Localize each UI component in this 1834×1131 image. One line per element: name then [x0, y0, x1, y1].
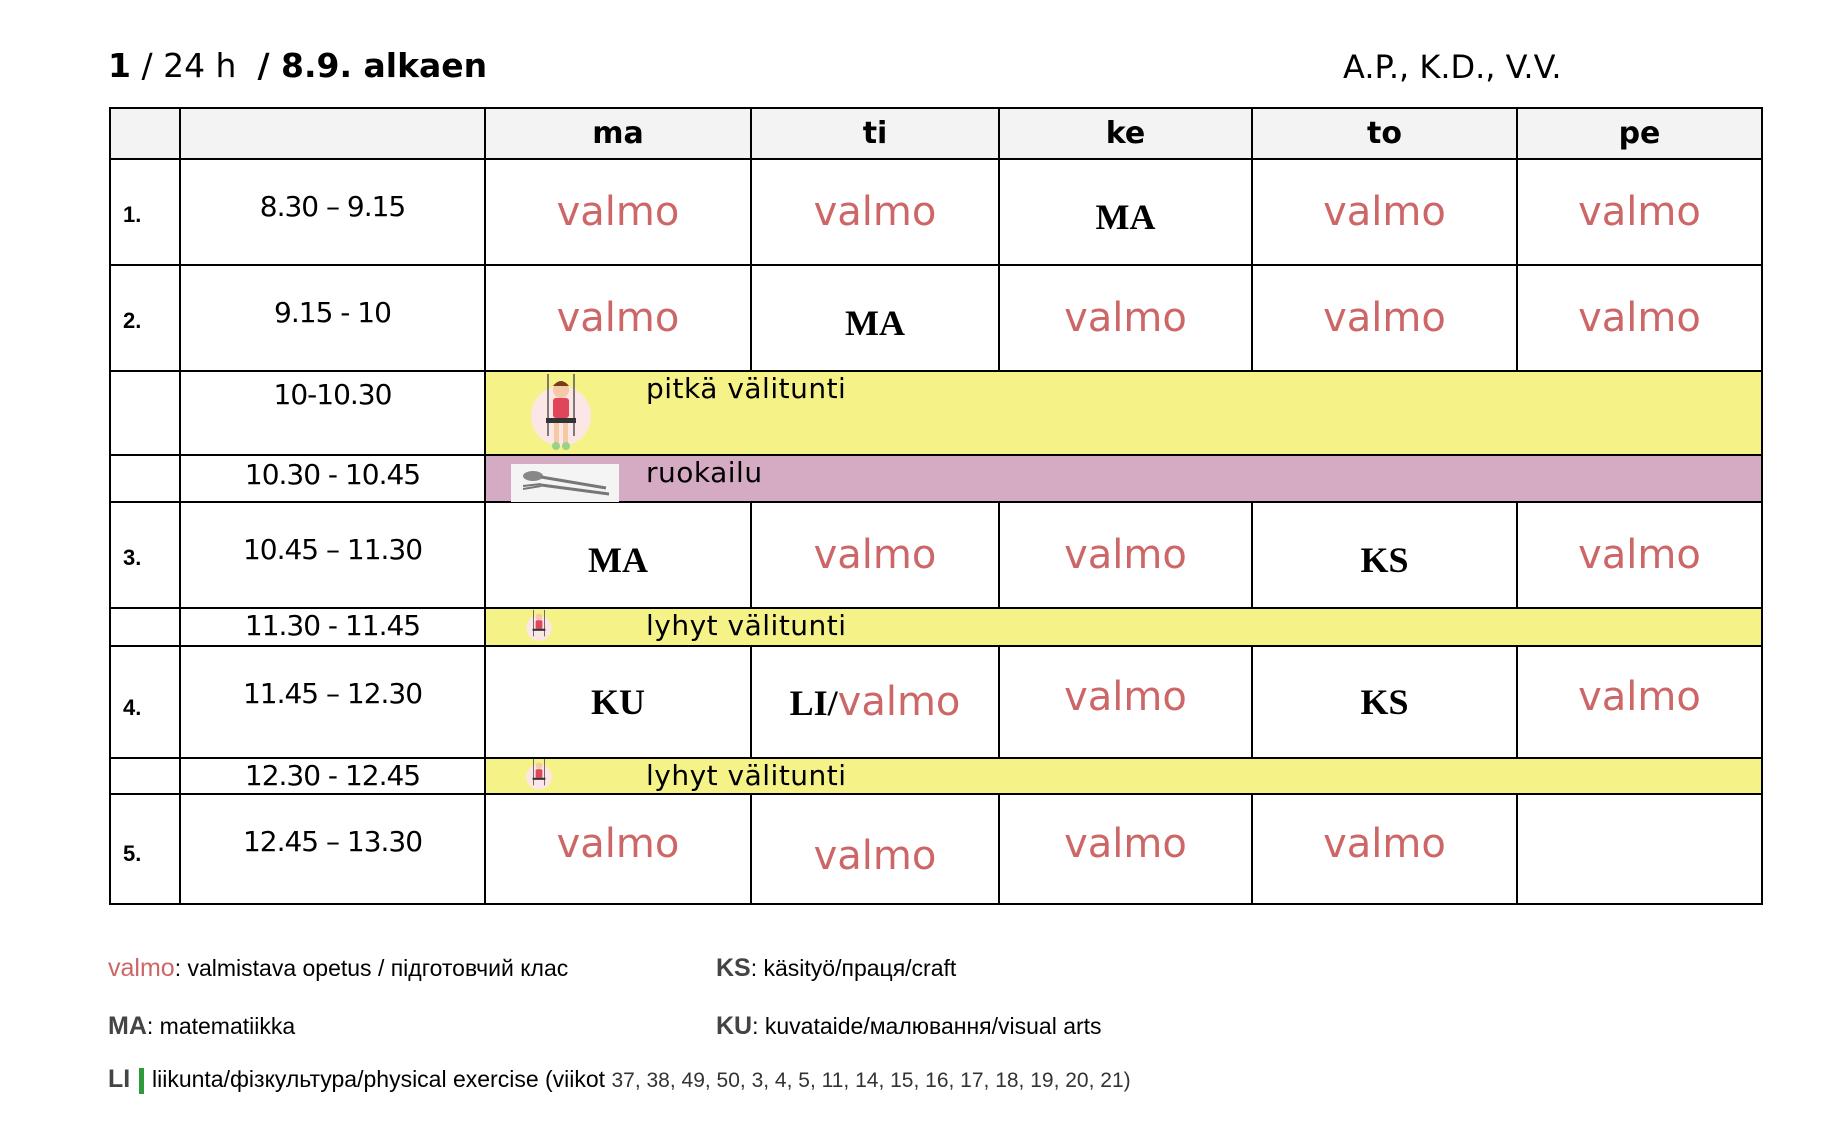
lesson-cell: [1517, 646, 1762, 758]
lesson-row-1: [110, 159, 1762, 265]
short-break-label: lyhyt välitunti: [646, 759, 847, 792]
lesson-cell: [1252, 794, 1517, 904]
break-time: 11.30 - 11.45: [180, 608, 485, 646]
day-header-to: to: [1252, 108, 1517, 159]
lesson-row-5: [110, 794, 1762, 904]
subject-ks: KS: [1360, 540, 1409, 580]
subject-ku: KU: [591, 682, 645, 722]
start-date-label: / 8.9. alkaen: [257, 46, 488, 85]
legend-ma: [108, 1012, 295, 1041]
day-header-ti: ti: [751, 108, 999, 159]
hours-label: / 24 h: [141, 46, 237, 85]
lesson-cell: [999, 265, 1252, 371]
grade-label: 1: [108, 46, 131, 85]
time-header-cell: [180, 108, 485, 159]
break-time: 10-10.30: [180, 371, 485, 455]
lesson-number: 1.: [110, 159, 180, 265]
subject-valmo: valmo: [1064, 295, 1187, 341]
long-break-row: [110, 371, 1762, 455]
swing-child-icon: [526, 374, 596, 454]
subject-valmo: valmo: [1064, 674, 1187, 720]
subject-ma: MA: [845, 303, 905, 343]
lunch-time: 10.30 - 10.45: [180, 455, 485, 502]
subject-valmo: valmo: [1578, 674, 1701, 720]
lesson-cell: [751, 265, 999, 371]
lesson-number: 4.: [110, 646, 180, 758]
lesson-cell: [485, 646, 751, 758]
subject-valmo: valmo: [813, 532, 937, 578]
legend-key-li: LI: [108, 1065, 131, 1093]
short-break-row-1: [110, 608, 1762, 646]
subject-li: LI/: [789, 683, 838, 723]
lesson-cell: [1252, 502, 1517, 608]
spoon-fork-icon: [511, 464, 619, 502]
legend-key-ku: KU: [716, 1012, 753, 1040]
subject-ma: MA: [1095, 197, 1156, 237]
subject-ma: MA: [588, 540, 648, 580]
subject-valmo: valmo: [1064, 821, 1187, 867]
lesson-cell: [1517, 502, 1762, 608]
subject-valmo: valmo: [1064, 532, 1187, 578]
legend-li: [108, 1065, 1131, 1094]
break-time: 12.30 - 12.45: [180, 758, 485, 794]
subject-valmo: valmo: [556, 295, 680, 341]
lesson-cell: [751, 159, 999, 265]
subject-valmo: valmo: [1578, 532, 1701, 578]
short-break-cell: [485, 758, 1762, 794]
lesson-time: 8.30 – 9.15: [180, 159, 485, 265]
lesson-cell: [485, 265, 751, 371]
lesson-time: 11.45 – 12.30: [180, 646, 485, 758]
day-header-ke: ke: [999, 108, 1252, 159]
lesson-cell: [999, 646, 1252, 758]
lesson-number: 3.: [110, 502, 180, 608]
lesson-cell: [485, 502, 751, 608]
subject-valmo: valmo: [813, 189, 937, 235]
lesson-cell: [1252, 646, 1517, 758]
text-cursor-marker: [139, 1068, 144, 1094]
lunch-label: ruokailu: [646, 456, 763, 489]
legend-text-valmo: : valmistava opetus / підготовчий клас: [174, 955, 569, 981]
lesson-cell: [999, 159, 1252, 265]
swing-child-icon: [524, 610, 554, 644]
day-header-pe: pe: [1517, 108, 1762, 159]
subject-valmo: valmo: [1323, 295, 1446, 341]
teachers-label: A.P., K.D., V.V.: [1343, 48, 1562, 86]
lunch-row: [110, 455, 1762, 502]
day-header-row: [110, 108, 1762, 159]
subject-valmo: valmo: [1323, 189, 1446, 235]
empty-number-cell: [110, 455, 180, 502]
day-header-ma: ma: [485, 108, 751, 159]
corner-cell: [110, 108, 180, 159]
legend-key-ks: KS: [716, 954, 751, 982]
legend-valmo: [108, 954, 568, 983]
long-break-cell: [485, 371, 1762, 455]
lesson-cell: [751, 502, 999, 608]
lesson-cell: [485, 794, 751, 904]
legend-ku: [716, 1012, 1102, 1041]
lesson-cell: [999, 502, 1252, 608]
swing-child-icon: [524, 759, 554, 793]
subject-valmo: valmo: [1323, 821, 1446, 867]
subject-valmo: valmo: [837, 679, 961, 725]
subject-valmo: valmo: [556, 821, 680, 867]
subject-valmo: valmo: [1578, 295, 1701, 341]
legend-key-ma: MA: [108, 1012, 147, 1040]
short-break-row-2: [110, 758, 1762, 794]
lesson-time: 10.45 – 11.30: [180, 502, 485, 608]
lesson-cell: [1517, 265, 1762, 371]
legend-text-ku: : kuvataide/малювання/visual arts: [752, 1013, 1102, 1039]
lesson-cell: [751, 794, 999, 904]
timetable: [109, 107, 1763, 905]
short-break-label: lyhyt välitunti: [646, 609, 847, 642]
lesson-number: 2.: [110, 265, 180, 371]
lesson-cell: [999, 794, 1252, 904]
lesson-cell: [1517, 794, 1762, 904]
legend-ks: [716, 954, 956, 983]
legend-text-li: liikunta/фізкультура/physical exercise (viikot: [145, 1066, 606, 1092]
empty-number-cell: [110, 371, 180, 455]
empty-number-cell: [110, 758, 180, 794]
legend-text-ks: : käsityö/праця/craft: [750, 955, 957, 981]
legend-text-ma: : matematiikka: [146, 1013, 296, 1039]
subject-valmo: valmo: [813, 833, 937, 879]
lesson-row-2: [110, 265, 1762, 371]
lesson-cell: [1252, 159, 1517, 265]
lesson-row-4: [110, 646, 1762, 758]
lesson-cell: [751, 646, 999, 758]
subject-ks: KS: [1360, 682, 1409, 722]
legend-key-valmo: valmo: [108, 954, 175, 982]
short-break-cell: [485, 608, 1762, 646]
lesson-number: 5.: [110, 794, 180, 904]
subject-valmo: valmo: [1578, 189, 1701, 235]
lesson-time: 9.15 - 10: [180, 265, 485, 371]
schedule-title: [108, 46, 487, 85]
lesson-cell: [1517, 159, 1762, 265]
lesson-cell: [485, 159, 751, 265]
lunch-cell: [485, 455, 1762, 502]
empty-number-cell: [110, 608, 180, 646]
subject-valmo: valmo: [556, 189, 680, 235]
legend-weeks-li: 37, 38, 49, 50, 3, 4, 5, 11, 14, 15, 16, 17, 18, 19, 20, 21): [611, 1069, 1131, 1092]
lesson-time: 12.45 – 13.30: [180, 794, 485, 904]
lesson-cell: [1252, 265, 1517, 371]
lesson-row-3: [110, 502, 1762, 608]
long-break-label: pitkä välitunti: [646, 372, 847, 405]
